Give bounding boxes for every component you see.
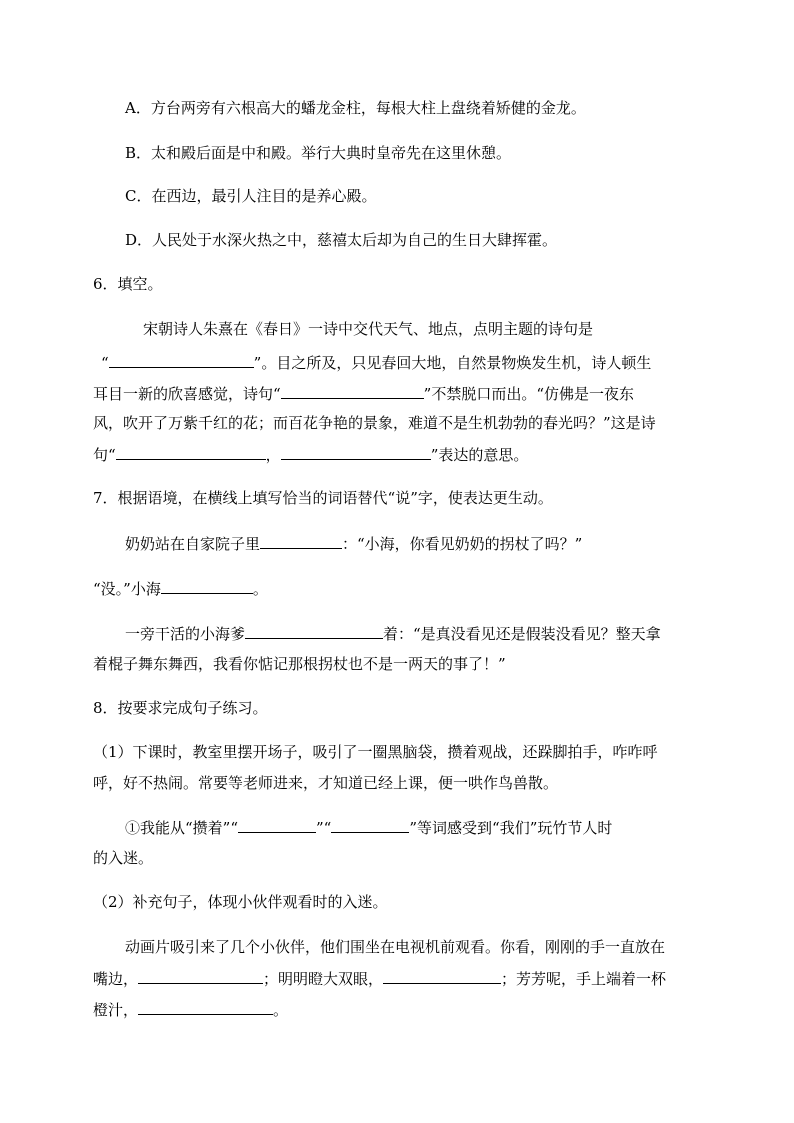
option-d: D．人民处于水深火热之中，慈禧太后却为自己的生日大肆挥霍。	[125, 231, 558, 249]
q7-line-2	[93, 578, 268, 599]
q8-part-1-line-1: （1）下课时，教室里摆开场子，吸引了一圈黑脑袋，攒着观战，还跺脚拍手，咋咋呼	[93, 743, 658, 761]
answer-blank[interactable]	[260, 533, 342, 549]
q6-line-3-text-a: 耳目一新的欣喜感觉，诗句“	[93, 385, 281, 403]
q6-line-1: 宋朝诗人朱熹在《春日》一诗中交代天气、地点，点明主题的诗句是	[143, 320, 594, 338]
q8-sub-1-text-a: ①我能从“攒着”“	[125, 819, 239, 837]
q6-line-5-text-c: ”表达的意思。	[430, 446, 529, 464]
q6-line-3	[93, 383, 634, 404]
question-7-title: 7．根据语境，在横线上填写恰当的词语替代“说”字，使表达更生动。	[93, 489, 553, 507]
q8-sub-1-line-2: 的入迷。	[93, 849, 154, 867]
answer-blank[interactable]	[245, 623, 383, 639]
answer-blank[interactable]	[238, 817, 316, 833]
q8-part-2-line-2	[93, 968, 666, 989]
answer-blank[interactable]	[281, 444, 431, 460]
q7-line-1	[125, 533, 582, 554]
q8-sub-1-line-1	[125, 817, 612, 838]
q6-line-2	[101, 352, 651, 373]
q8-part-2-text-a: 嘴边，	[93, 970, 139, 988]
q8-part-1-line-2: 呼，好不热闹。常要等老师进来，才知道已经上课，便一哄作鸟兽散。	[93, 774, 559, 792]
q8-part-2-line-3	[93, 999, 288, 1020]
q8-sub-1-text-c: ”等词感受到“我们”玩竹节人时	[409, 819, 613, 837]
answer-blank[interactable]	[281, 383, 424, 399]
q8-part-2-text-c: ；芳芳呢，手上端着一杯	[501, 970, 667, 988]
option-c: C．在西边，最引人注目的是养心殿。	[125, 187, 377, 205]
q7-line-3-text-a: 一旁干活的小海爹	[125, 625, 246, 643]
q8-part-2-text-d: 橙汁，	[93, 1001, 139, 1019]
q8-part-2-line-1: 动画片吸引来了几个小伙伴，他们围坐在电视机前观看。你看，刚刚的手一直放在	[125, 938, 666, 956]
answer-blank[interactable]	[331, 817, 409, 833]
q8-part-2-text-e: 。	[273, 1001, 289, 1019]
q8-part-2-title: （2）补充句子，体现小伙伴观看时的入迷。	[93, 893, 388, 911]
option-a: A．方台两旁有六根高大的蟠龙金柱，每根大柱上盘绕着矫健的金龙。	[125, 99, 586, 117]
q6-line-2-text: ”。目之所及，只见春回大地，自然景物焕发生机，诗人顿生	[253, 354, 652, 372]
q7-line-1-text-b: ：“小海，你看见奶奶的拐杖了吗？”	[342, 535, 583, 553]
q8-part-2-text-b: ；明明瞪大双眼，	[263, 970, 384, 988]
answer-blank[interactable]	[116, 444, 266, 460]
q6-open-quote: “	[101, 354, 109, 372]
q6-line-5-text-a: 句“	[93, 446, 116, 464]
answer-blank[interactable]	[383, 968, 501, 984]
question-8-title: 8．按要求完成句子练习。	[93, 699, 268, 717]
q7-line-1-text-a: 奶奶站在自家院子里	[125, 535, 261, 553]
q6-line-3-text-b: ”不禁脱口而出。“仿佛是一夜东	[423, 385, 635, 403]
q6-line-5	[93, 444, 528, 465]
q7-line-4: 着棍子舞东舞西，我看你惦记那根拐杖也不是一两天的事了！”	[93, 655, 506, 673]
question-6-title: 6．填空。	[93, 275, 163, 293]
q8-sub-1-text-b: ”“	[316, 819, 332, 837]
q7-line-3-text-b: 着：“是真没看见还是假装没看见？整天拿	[383, 625, 661, 643]
q6-line-4: 风，吹开了万紫千红的花；而百花争艳的景象，难道不是生机勃勃的春光吗？”这是诗	[93, 414, 656, 432]
answer-blank[interactable]	[109, 352, 254, 368]
option-b: B．太和殿后面是中和殿。举行大典时皇帝先在这里休憩。	[125, 144, 512, 162]
answer-blank[interactable]	[161, 578, 253, 594]
answer-blank[interactable]	[138, 999, 273, 1015]
q7-line-3	[125, 623, 661, 644]
q6-line-5-comma: ，	[265, 446, 281, 464]
q7-line-2-text-a: “没。”小海	[93, 580, 161, 598]
answer-blank[interactable]	[138, 968, 263, 984]
q7-line-2-text-b: 。	[252, 580, 268, 598]
